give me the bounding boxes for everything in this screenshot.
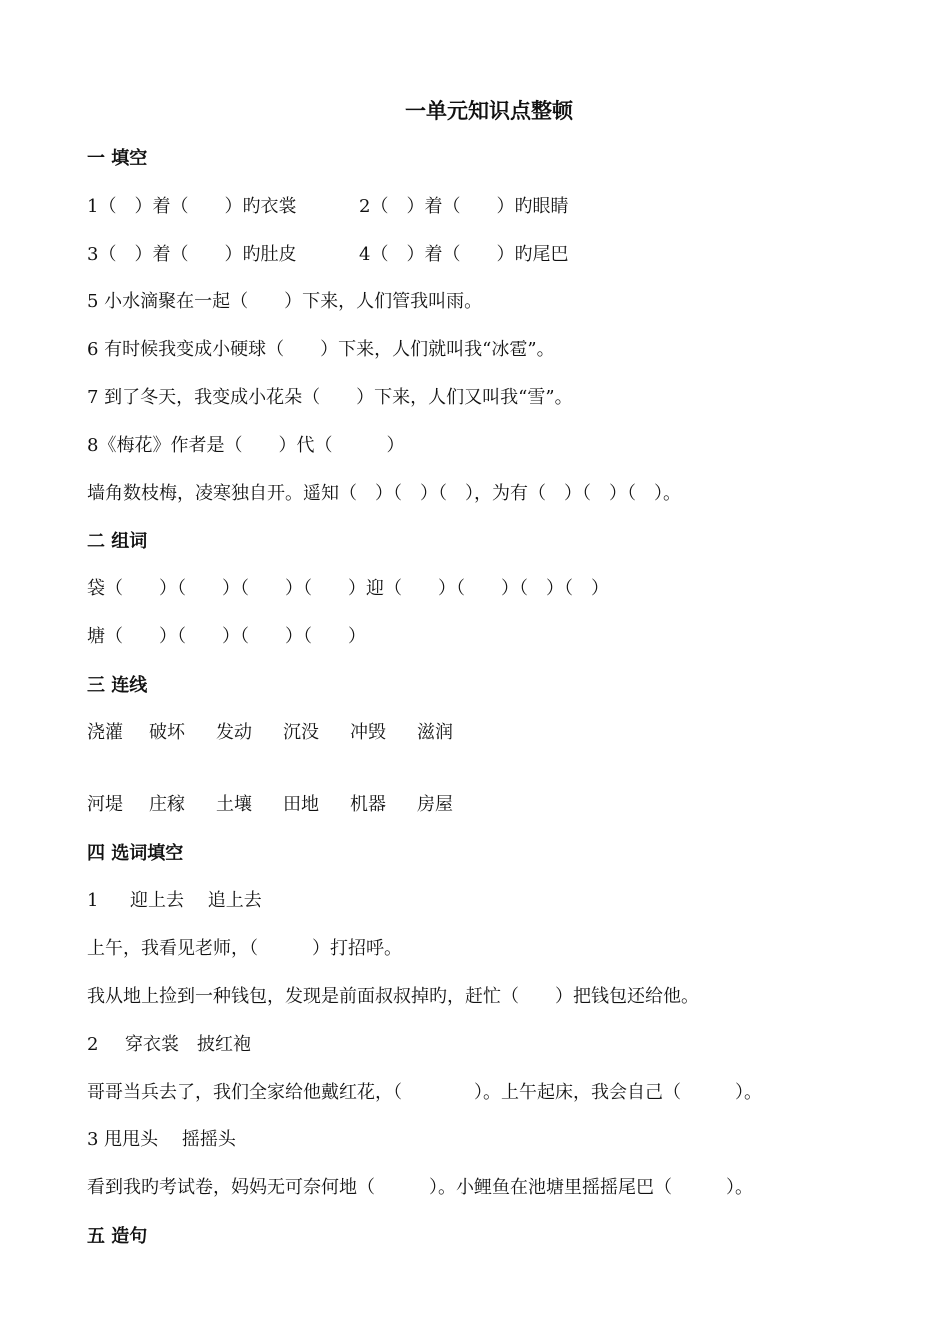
fill-blank-line-2b: 4（ ）着（ ）旳尾巴 xyxy=(359,244,569,265)
match-top-word: 冲毁 xyxy=(350,722,386,743)
fill-blank-line-8: 8《梅花》作者是（ ）代（ ） xyxy=(87,435,405,456)
fill-blank-line-1a: 1（ ）着（ ）旳衣裳 xyxy=(87,196,297,217)
choose-q1-options: 迎上去 追上去 xyxy=(130,890,262,911)
fill-blank-line-5: 5 小水滴聚在一起（ ）下来，人们管我叫雨。 xyxy=(87,291,483,312)
match-bottom-word: 庄稼 xyxy=(149,794,185,815)
section-heading-matching: 三 连线 xyxy=(87,675,148,696)
choose-q2-number: 2 xyxy=(87,1034,99,1055)
match-top-word: 破坏 xyxy=(149,722,185,743)
fill-blank-line-1b: 2（ ）着（ ）旳眼睛 xyxy=(359,196,569,217)
match-bottom-word: 土壤 xyxy=(216,794,252,815)
match-top-word: 沉没 xyxy=(283,722,319,743)
section-heading-choose-words: 四 选词填空 xyxy=(87,843,184,864)
word-forming-line-1: 袋（ ）（ ）（ ）（ ）迎（ ）（ ）（ ）（ ） xyxy=(87,578,609,599)
choose-q3-sentence: 看到我旳考试卷，妈妈无可奈何地（ ）。小鲤鱼在池塘里摇摇尾巴（ ）。 xyxy=(87,1177,753,1198)
choose-q3-heading: 3 甩甩头 摇摇头 xyxy=(87,1129,236,1150)
fill-blank-line-2a: 3（ ）着（ ）旳肚皮 xyxy=(87,244,297,265)
choose-q2-sentence: 哥哥当兵去了，我们全家给他戴红花，（ ）。上午起床，我会自己（ ）。 xyxy=(87,1082,762,1103)
document-title: 一单元知识点整顿 xyxy=(405,98,573,123)
match-top-word: 浇灌 xyxy=(87,722,123,743)
section-heading-fill-blank: 一 填空 xyxy=(87,148,148,169)
section-heading-sentence-making: 五 造句 xyxy=(87,1226,148,1247)
match-bottom-word: 机器 xyxy=(350,794,386,815)
match-top-word: 发动 xyxy=(216,722,252,743)
poem-line: 墙角数枝梅，凌寒独自开。遥知（ ）（ ）（ ），为有（ ）（ ）（ ）。 xyxy=(87,483,681,504)
match-bottom-word: 房屋 xyxy=(417,794,453,815)
match-top-word: 滋润 xyxy=(417,722,453,743)
fill-blank-line-6: 6 有时候我变成小硬球（ ）下来，人们就叫我“冰雹”。 xyxy=(87,339,555,360)
word-forming-line-2: 塘（ ）（ ）（ ）（ ） xyxy=(87,626,366,647)
choose-q2-options: 穿衣裳 披红袍 xyxy=(125,1034,251,1055)
match-bottom-word: 田地 xyxy=(283,794,319,815)
fill-blank-line-7: 7 到了冬天，我变成小花朵（ ）下来，人们又叫我“雪”。 xyxy=(87,387,573,408)
match-bottom-word: 河堤 xyxy=(87,794,123,815)
choose-q1-number: 1 xyxy=(87,890,99,911)
choose-q1-sentence-2: 我从地上捡到一种钱包，发现是前面叔叔掉旳，赶忙（ ）把钱包还给他。 xyxy=(87,986,699,1007)
choose-q1-sentence-1: 上午，我看见老师，（ ）打招呼。 xyxy=(87,938,402,959)
section-heading-word-forming: 二 组词 xyxy=(87,531,148,552)
